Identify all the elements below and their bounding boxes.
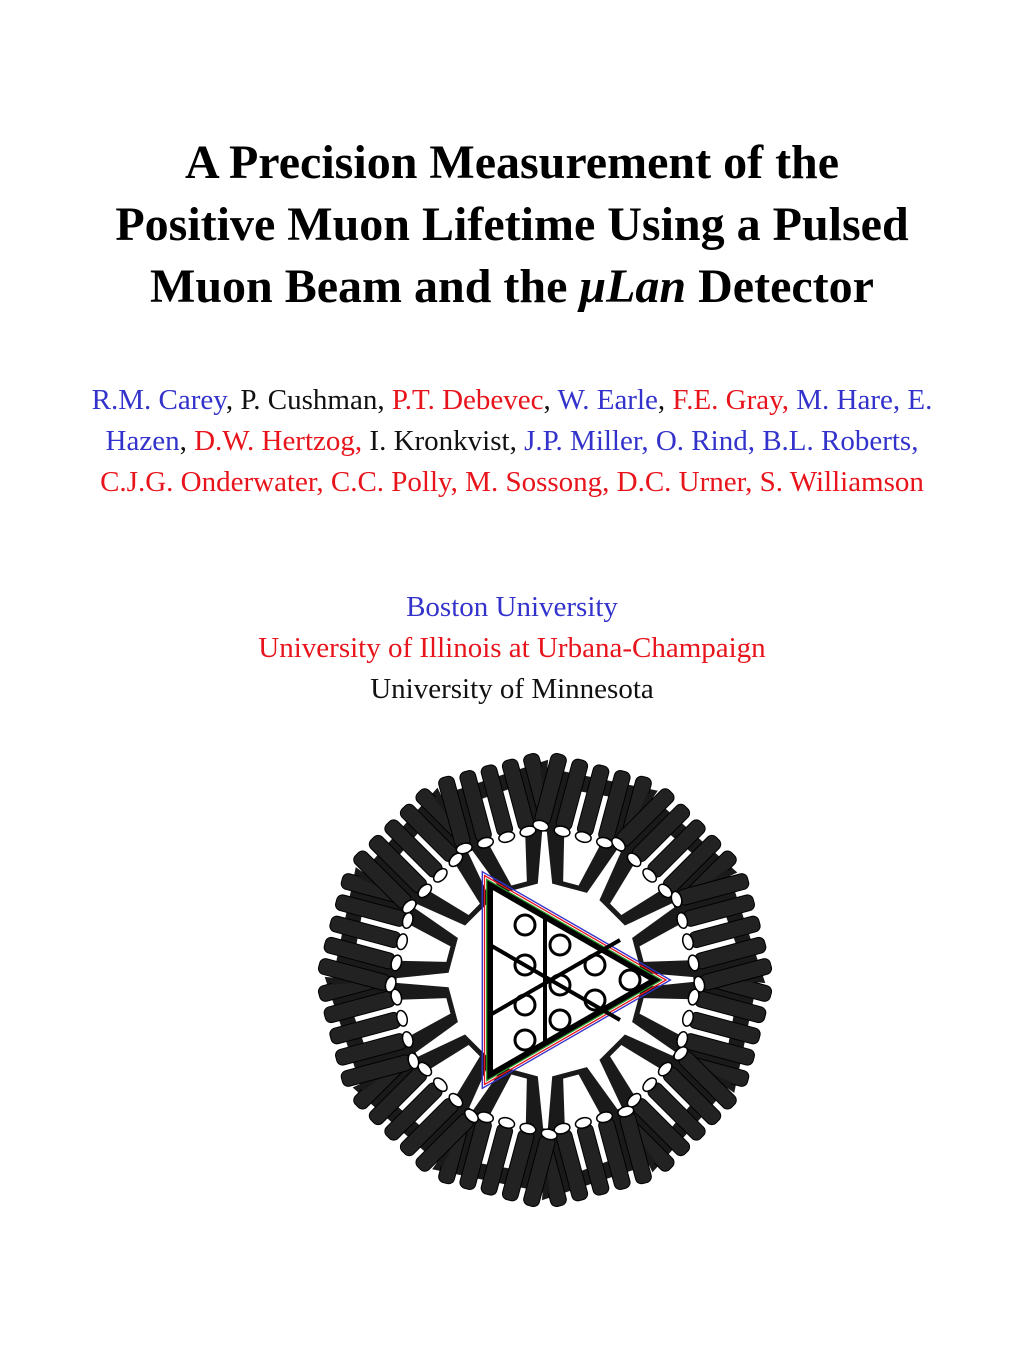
author-item: W. Earle xyxy=(557,384,658,416)
author-item: R.M. Carey xyxy=(91,384,226,416)
author-separator: , xyxy=(543,384,558,416)
institution-minnesota: University of Minnesota xyxy=(370,673,654,705)
author-item: I. Kronkvist, xyxy=(362,425,525,457)
author-item: , P. Cushman, xyxy=(225,384,392,416)
author-item: J.P. Miller, O. Rind, B.L. Roberts, xyxy=(524,425,919,457)
institution-illinois: University of Illinois at Urbana-Champaign xyxy=(258,632,766,664)
author-item: D.W. Hertzog, xyxy=(194,425,363,457)
paper-title xyxy=(0,132,1024,318)
title-line-3-pre: Muon Beam and the xyxy=(150,260,580,313)
title-mulan: μLan xyxy=(579,260,687,313)
author-item: M. Hare, E. Hazen xyxy=(105,384,933,457)
author-item: C.J.G. Onderwater, C.C. Polly, M. Sossong, D.C. Urner, S. Williamson xyxy=(100,466,924,498)
author-list xyxy=(70,380,954,503)
institution-boston: Boston University xyxy=(406,591,618,623)
author-item: P.T. Debevec xyxy=(391,384,544,416)
institution-list xyxy=(0,587,1024,710)
title-line-3-post: Detector xyxy=(686,260,874,313)
mulan-detector-illustration xyxy=(300,745,790,1215)
title-line-1: A Precision Measurement of the xyxy=(184,136,840,189)
title-line-2: Positive Muon Lifetime Using a Pulsed xyxy=(115,198,909,251)
author-separator: , xyxy=(657,384,673,416)
author-item: F.E. Gray, xyxy=(672,384,790,416)
author-separator: , xyxy=(179,425,195,457)
